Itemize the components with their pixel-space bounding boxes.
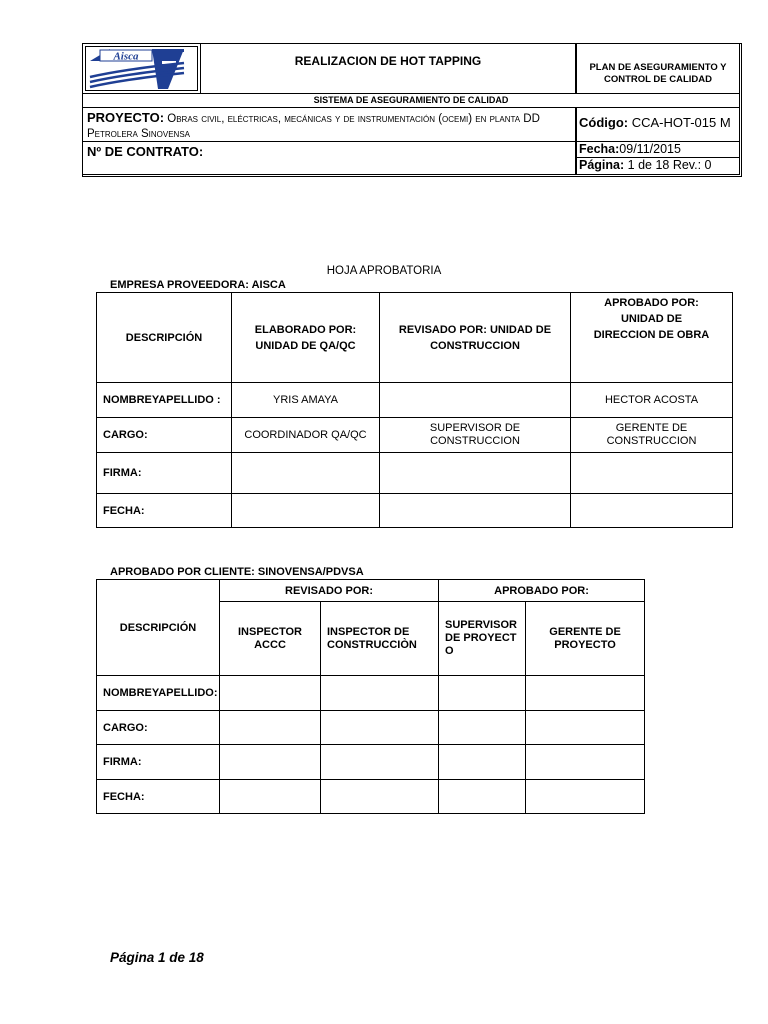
table-cell (220, 711, 321, 745)
row-label: FIRMA: (97, 453, 232, 494)
table-cell (526, 745, 645, 780)
table-cell (321, 711, 439, 745)
code-label: Código: (579, 115, 629, 130)
header-supervisor-proyecto: SUPERVISOR DE PROYECTO (439, 602, 526, 676)
table-cell (220, 745, 321, 780)
system-cell (83, 94, 740, 108)
cell-elaborado: COORDINADOR QA/QC (232, 418, 380, 453)
cell-revisado (380, 453, 571, 494)
page-cell (576, 158, 740, 175)
company-logo (85, 46, 198, 91)
supplier-approval-table (96, 292, 733, 528)
row-label: FIRMA: (97, 745, 220, 780)
row-label: NOMBREYAPELLIDO: (97, 676, 220, 711)
header-gerente-proyecto: GERENTE DE PROYECTO (526, 602, 645, 676)
table-row (97, 418, 733, 453)
header-inspector-construccion: INSPECTOR DE CONSTRUCCIÒN (321, 602, 439, 676)
supplier-label: EMPRESA PROVEEDORA: AISCA (110, 279, 286, 291)
client-label: APROBADO POR CLIENTE: SINOVENSA/PDVSA (110, 566, 364, 578)
project-label: PROYECTO: (87, 110, 165, 125)
table-cell (439, 745, 526, 780)
date-cell (576, 142, 740, 158)
code-cell (576, 108, 740, 142)
cell-aprobado: GERENTE DE CONSTRUCCION (571, 418, 733, 453)
table-cell (220, 780, 321, 814)
table-row (97, 383, 733, 418)
project-cell (83, 108, 576, 142)
table-cell (321, 780, 439, 814)
row-label: CARGO: (97, 418, 232, 453)
page-footer: Página 1 de 18 (110, 950, 204, 965)
cell-aprobado (571, 453, 733, 494)
table-cell (321, 745, 439, 780)
table-row (97, 453, 733, 494)
row-label: NOMBREYAPELLIDO : (97, 383, 232, 418)
plan-title: PLAN DE ASEGURAMIENTO Y CONTROL DE CALIDAD (589, 62, 727, 85)
cell-aprobado: HECTOR ACOSTA (571, 383, 733, 418)
document-title: REALIZACION DE HOT TAPPING (294, 54, 482, 68)
document-header (82, 43, 742, 177)
project-value: Obras civil, eléctricas, mecánicas y de instrumentación (ocemi) en planta DD Petrolera Sinovensa (87, 113, 540, 140)
table-row (97, 711, 645, 745)
page-label: Página: (579, 158, 625, 172)
code-value: CCA-HOT-015 M (631, 115, 731, 130)
date-label: Fecha: (579, 142, 620, 156)
row-label: FECHA: (97, 494, 232, 528)
table-cell (439, 676, 526, 711)
contract-label: Nº DE CONTRATO: (87, 144, 204, 159)
table-cell (220, 676, 321, 711)
table-group-header-row (97, 580, 645, 602)
header-aprobado: APROBADO POR: UNIDAD DE DIRECCION DE OBRA (571, 293, 733, 383)
header-revisado: REVISADO POR: UNIDAD DE CONSTRUCCION (380, 293, 571, 383)
cell-revisado (380, 383, 571, 418)
contract-cell (83, 142, 576, 175)
date-value: 09/11/2015 (619, 142, 681, 156)
table-cell (526, 676, 645, 711)
header-descripcion: DESCRIPCIÓN (97, 580, 220, 676)
header-descripcion: DESCRIPCIÓN (97, 293, 232, 383)
table-cell (439, 711, 526, 745)
approval-title: HOJA APROBATORIA (326, 265, 442, 277)
table-cell (526, 780, 645, 814)
table-row (97, 494, 733, 528)
table-cell (439, 780, 526, 814)
title-cell (201, 44, 576, 94)
group-header-revisado: REVISADO POR: (220, 580, 439, 602)
page-value: 1 de 18 Rev.: 0 (627, 158, 712, 172)
header-inspector-accc: INSPECTOR ACCC (220, 602, 321, 676)
cell-revisado: SUPERVISOR DE CONSTRUCCION (380, 418, 571, 453)
aisca-logo-mark (86, 47, 197, 90)
group-header-aprobado: APROBADO POR: (439, 580, 645, 602)
header-elaborado: ELABORADO POR: UNIDAD DE QA/QC (232, 293, 380, 383)
svg-text:Aisca: Aisca (113, 50, 139, 63)
table-cell (321, 676, 439, 711)
table-row (97, 780, 645, 814)
system-title: SISTEMA DE ASEGURAMIENTO DE CALIDAD (313, 95, 509, 105)
cell-elaborado (232, 453, 380, 494)
table-cell (526, 711, 645, 745)
plan-cell (576, 44, 740, 94)
logo-cell (83, 44, 201, 94)
row-label: FECHA: (97, 780, 220, 814)
cell-elaborado: YRIS AMAYA (232, 383, 380, 418)
table-header-row (97, 293, 733, 383)
cell-revisado (380, 494, 571, 528)
cell-elaborado (232, 494, 380, 528)
client-approval-table (96, 579, 645, 814)
table-row (97, 676, 645, 711)
cell-aprobado (571, 494, 733, 528)
table-row (97, 745, 645, 780)
row-label: CARGO: (97, 711, 220, 745)
